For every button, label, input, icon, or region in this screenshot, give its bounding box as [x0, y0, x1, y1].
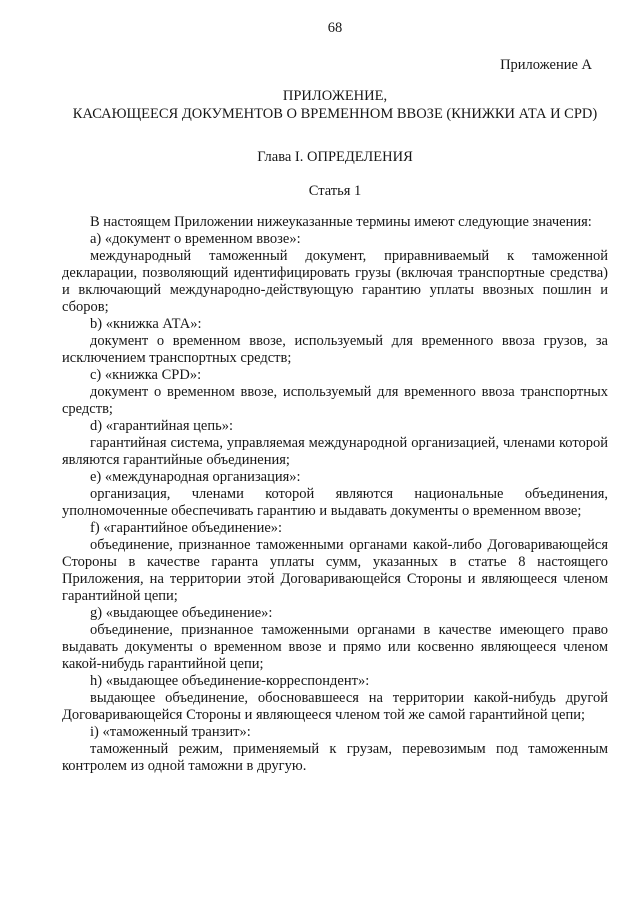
document-title-line2: КАСАЮЩЕЕСЯ ДОКУМЕНТОВ О ВРЕМЕННОМ ВВОЗЕ (КНИЖКИ АТА И CPD) — [72, 105, 598, 122]
paragraph: g) «выдающее объединение»: — [90, 605, 273, 621]
page-number: 68 — [327, 20, 343, 36]
paragraph: i) «таможенный транзит»: — [90, 724, 251, 740]
paragraph: гарантийная система, управляемая международной организацией, членами которой являются гарантийные объединения; — [62, 435, 608, 468]
paragraph: c) «книжка CPD»: — [90, 367, 202, 383]
article-heading: Статья 1 — [308, 183, 362, 199]
paragraph: b) «книжка АТА»: — [90, 316, 202, 332]
paragraph: документ о временном ввозе, используемый для временного ввоза транспортных средств; — [62, 384, 608, 417]
paragraph: объединение, признанное таможенными органами какой-либо Договаривающейся Стороны в качестве гаранта уплаты сумм, указанных в статье 8 настоящего Приложения, на территории этой Договаривающейся Стороны и являющееся членом гарантийной цепи; — [62, 537, 608, 604]
paragraph: h) «выдающее объединение-корреспондент»: — [90, 673, 370, 689]
paragraph: таможенный режим, применяемый к грузам, перевозимым под таможенным контролем из одной таможни в другую. — [62, 741, 608, 774]
annex-label: Приложение А — [500, 57, 592, 73]
article-body — [62, 214, 608, 775]
paragraph: В настоящем Приложении нижеуказанные термины имеют следующие значения: — [90, 214, 592, 230]
document-title-line1: ПРИЛОЖЕНИЕ, — [282, 88, 388, 104]
paragraph: документ о временном ввозе, используемый для временного ввоза грузов, за исключением транспортных средств; — [62, 333, 608, 366]
paragraph: a) «документ о временном ввозе»: — [90, 231, 301, 247]
document-title — [62, 88, 608, 123]
paragraph: международный таможенный документ, приравниваемый к таможенной декларации, позволяющий идентифицировать грузы (включая транспортные средства) и включающий международно-действующую гарантию уплаты ввозных пошлин и сборов; — [62, 248, 608, 315]
paragraph: организация, членами которой являются национальные объединения, уполномоченные обеспечивать гарантию и выдавать документы о временном ввозе; — [62, 486, 608, 519]
chapter-heading: Глава I. ОПРЕДЕЛЕНИЯ — [257, 149, 413, 165]
paragraph: объединение, признанное таможенными органами в качестве имеющего право выдавать документы о временном ввозе и прямо или косвенно являющееся членом какой-нибудь гарантийной цепи; — [62, 622, 608, 672]
paragraph: e) «международная организация»: — [90, 469, 301, 485]
paragraph: выдающее объединение, обосновавшееся на территории какой-нибудь другой Договаривающейся Стороны и являющееся членом той же самой гарантийной цепи; — [62, 690, 608, 723]
paragraph: f) «гарантийное объединение»: — [90, 520, 283, 536]
paragraph: d) «гарантийная цепь»: — [90, 418, 233, 434]
